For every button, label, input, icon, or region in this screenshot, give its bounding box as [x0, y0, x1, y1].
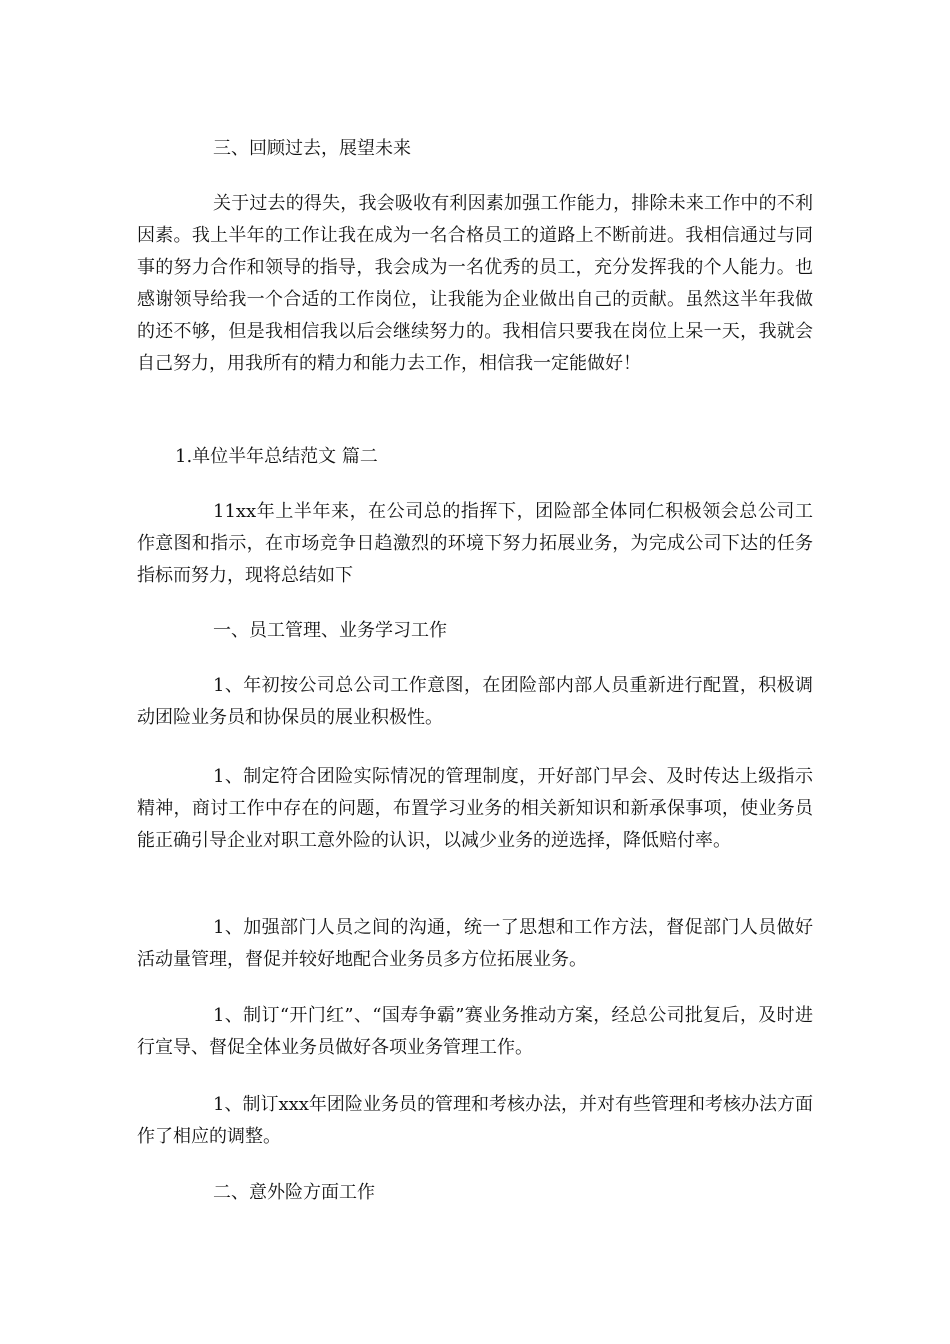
- paragraph: 1、制定符合团险实际情况的管理制度，开好部门早会、及时传达上级指示精神，商讨工作中存在的问题，布置学习业务的相关新知识和新承保事项，使业务员能正确引导企业对职工意外险的认识，以减少业务的逆选择，降低赔付率。: [137, 766, 813, 851]
- section-heading: 一、员工管理、业务学习工作: [213, 620, 447, 641]
- paragraph: 1、制订xxx年团险业务员的管理和考核办法，并对有些管理和考核办法方面作了相应的调整。: [137, 1094, 813, 1147]
- paragraph: 1、加强部门人员之间的沟通，统一了思想和工作方法，督促部门人员做好活动量管理，督促并较好地配合业务员多方位拓展业务。: [137, 917, 813, 970]
- paragraph: 11xx年上半年来，在公司总的指挥下，团险部全体同仁积极领会总公司工作意图和指示，在市场竞争日趋激烈的环境下努力拓展业务，为完成公司下达的任务指标而努力，现将总结如下: [137, 501, 813, 586]
- paragraph: 1、制订“开门红”、“国寿争霸”赛业务推动方案，经总公司批复后，及时进行宣导、督促全体业务员做好各项业务管理工作。: [137, 1005, 813, 1058]
- article-title: 1.单位半年总结范文 篇二: [175, 446, 378, 467]
- paragraph: 1、年初按公司总公司工作意图，在团险部内部人员重新进行配置，积极调动团险业务员和协保员的展业积极性。: [137, 675, 813, 728]
- section-heading: 三、回顾过去，展望未来: [213, 138, 411, 159]
- paragraph: 关于过去的得失，我会吸收有利因素加强工作能力，排除未来工作中的不利因素。我上半年的工作让我在成为一名合格员工的道路上不断前进。我相信通过与同事的努力合作和领导的指导，我会成为一名优秀的员工，充分发挥我的个人能力。也感谢领导给我一个合适的工作岗位，让我能为企业做出自己的贡献。虽然这半年我做的还不够，但是我相信我以后会继续努力的。我相信只要我在岗位上呆一天，我就会自己努力，用我所有的精力和能力去工作，相信我一定能做好！: [137, 193, 813, 374]
- section-heading: 二、意外险方面工作: [213, 1182, 375, 1203]
